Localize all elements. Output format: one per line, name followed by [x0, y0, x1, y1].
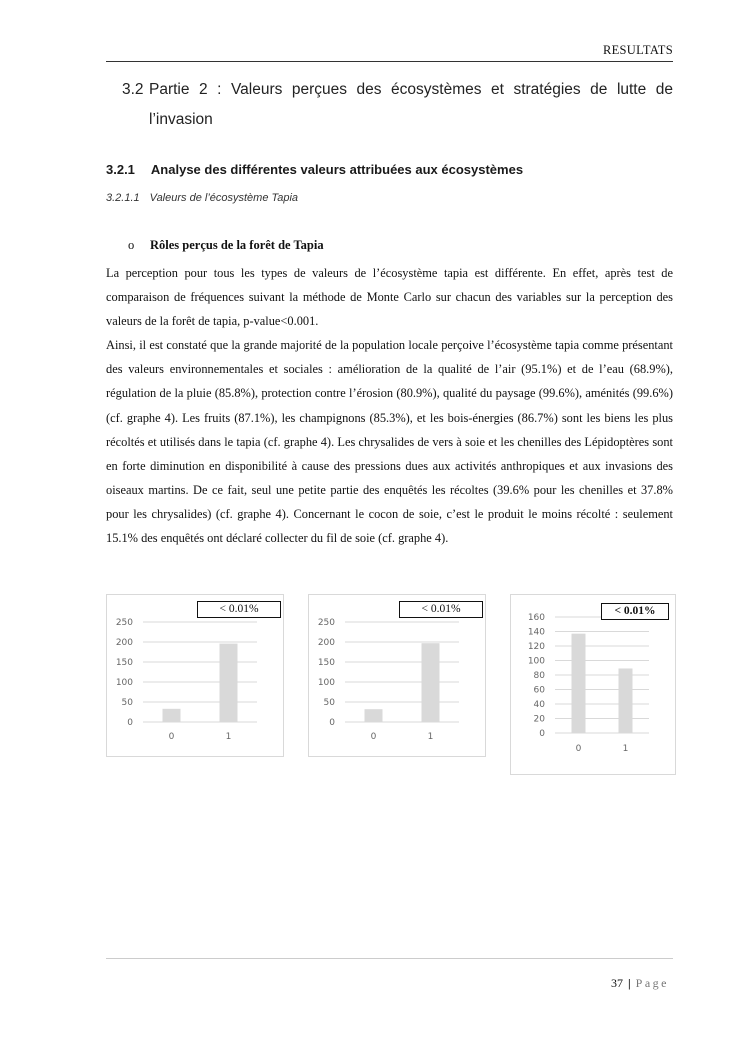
chart-2-pvalue-box: < 0.01%	[399, 601, 483, 618]
chart-3-xtick-label: 1	[622, 744, 629, 754]
chart-3-ytick-label: 20	[533, 714, 545, 725]
chart-3-svg	[511, 595, 675, 774]
chart-3-ytick-label: 60	[533, 685, 545, 696]
header-rule	[106, 61, 673, 62]
chart-3-pvalue-box: < 0.01%	[601, 603, 669, 620]
chart-1-ytick-label: 50	[121, 698, 133, 708]
chart-1-ytick-label: 0	[127, 718, 133, 728]
chart-2-ytick-label: 50	[323, 698, 335, 708]
chart-3-ytick-label: 40	[533, 700, 545, 710]
chart-3-ytick-label: 80	[533, 671, 545, 681]
chart-3-bar-1	[619, 668, 633, 733]
chart-1-ytick-label: 150	[115, 658, 133, 668]
chart-1-xtick-label: 1	[225, 732, 232, 742]
chart-2	[308, 594, 486, 757]
chart-3	[510, 594, 676, 775]
body-text	[106, 261, 673, 550]
chart-1-xtick-label: 0	[168, 732, 175, 742]
chart-2-ytick-label: 100	[317, 678, 335, 688]
bullet-heading	[128, 238, 324, 253]
chart-1-ytick-label: 100	[115, 678, 133, 688]
chart-1-bar-0	[163, 709, 181, 722]
chart-1-bar-1	[220, 644, 238, 722]
section-heading	[122, 75, 673, 135]
chart-2-xtick-label: 0	[370, 732, 377, 742]
chart-2-ytick-label: 200	[317, 638, 335, 648]
chart-3-ytick-label: 160	[527, 613, 545, 623]
chart-2-svg	[309, 595, 485, 756]
subsubsection-number: 3.2.1.1	[106, 192, 140, 204]
chart-1	[106, 594, 284, 757]
chart-2-xtick-label: 1	[427, 732, 434, 742]
subsubsection-heading	[106, 192, 298, 204]
chart-1-svg	[107, 595, 283, 756]
paragraph-2: Ainsi, il est constaté que la grande majorité de la population locale perçoive l’écosystème tapia comme présentant des valeurs environnementales et sociales : amélioration de la qualité de l’air (95.1%) et de l’eau (68.9%), régulation de la pluie (85.8%), protection contre l’érosion (80.9%), qualité du paysage (99.6%), aménités (99.6%) (cf. graphe 4). Les fruits (87.1%), les champignons (85.3%), et les bois-énergies (86.7%) sont les biens les plus récoltés et utilisés dans le tapia (cf. graphe 4). Les chrysalides de vers à soie et les chenilles des Lépidoptères sont en forte diminution en disponibilité à cause des pressions dues aux activités anthropiques et aux invasions des oiseaux martins. De ce fait, seul une petite partie des enquêtés les récoltes (39.6% pour les chenilles et 37.8% pour les chrysalides) (cf. graphe 4). Concernant le cocon de soie, c’est le produit le moins récolté : seulement 15.1% des enquêtés ont déclaré collecter du fil de soie (cf. graphe 4).	[106, 338, 673, 546]
subsubsection-title: Valeurs de l’écosystème Tapia	[149, 192, 299, 204]
subsection-heading	[106, 162, 523, 177]
bullet-marker: o	[128, 238, 135, 252]
page-number: 37	[611, 976, 624, 990]
chart-2-ytick-label: 0	[329, 718, 335, 728]
chart-2-bar-0	[365, 709, 383, 722]
chart-3-bar-0	[572, 634, 586, 733]
section-number: 3.2	[122, 81, 144, 98]
chart-3-ytick-label: 120	[527, 642, 545, 652]
page-footer	[611, 976, 669, 991]
running-header: RESULTATS	[602, 43, 673, 57]
chart-2-bar-1	[422, 643, 440, 722]
bullet-text: Rôles perçus de la forêt de Tapia	[150, 238, 324, 252]
chart-3-xtick-label: 0	[575, 744, 582, 754]
chart-1-pvalue-box: < 0.01%	[197, 601, 281, 618]
chart-1-ytick-label: 200	[115, 638, 133, 648]
chart-3-ytick-label: 100	[527, 656, 545, 667]
footer-rule	[106, 958, 673, 959]
chart-3-ytick-label: 140	[527, 627, 545, 638]
footer-separator: |	[628, 976, 631, 990]
section-title: Partie 2 : Valeurs perçues des écosystèmes et stratégies de lutte de l’invasion	[149, 81, 673, 128]
page-label: Page	[635, 976, 669, 990]
chart-2-ytick-label: 250	[317, 618, 335, 628]
chart-1-ytick-label: 250	[115, 618, 133, 628]
subsection-title: Analyse des différentes valeurs attribuées aux écosystèmes	[150, 162, 524, 177]
chart-3-ytick-label: 0	[539, 729, 545, 739]
paragraph-1: La perception pour tous les types de valeurs de l’écosystème tapia est différente. En effet, après test de comparaison de fréquences suivant la méthode de Monte Carlo sur chacun des variables sur la perception des valeurs de la forêt de tapia, p-value<0.001.	[106, 266, 673, 329]
subsection-number: 3.2.1	[106, 162, 135, 177]
chart-2-ytick-label: 150	[317, 658, 335, 668]
